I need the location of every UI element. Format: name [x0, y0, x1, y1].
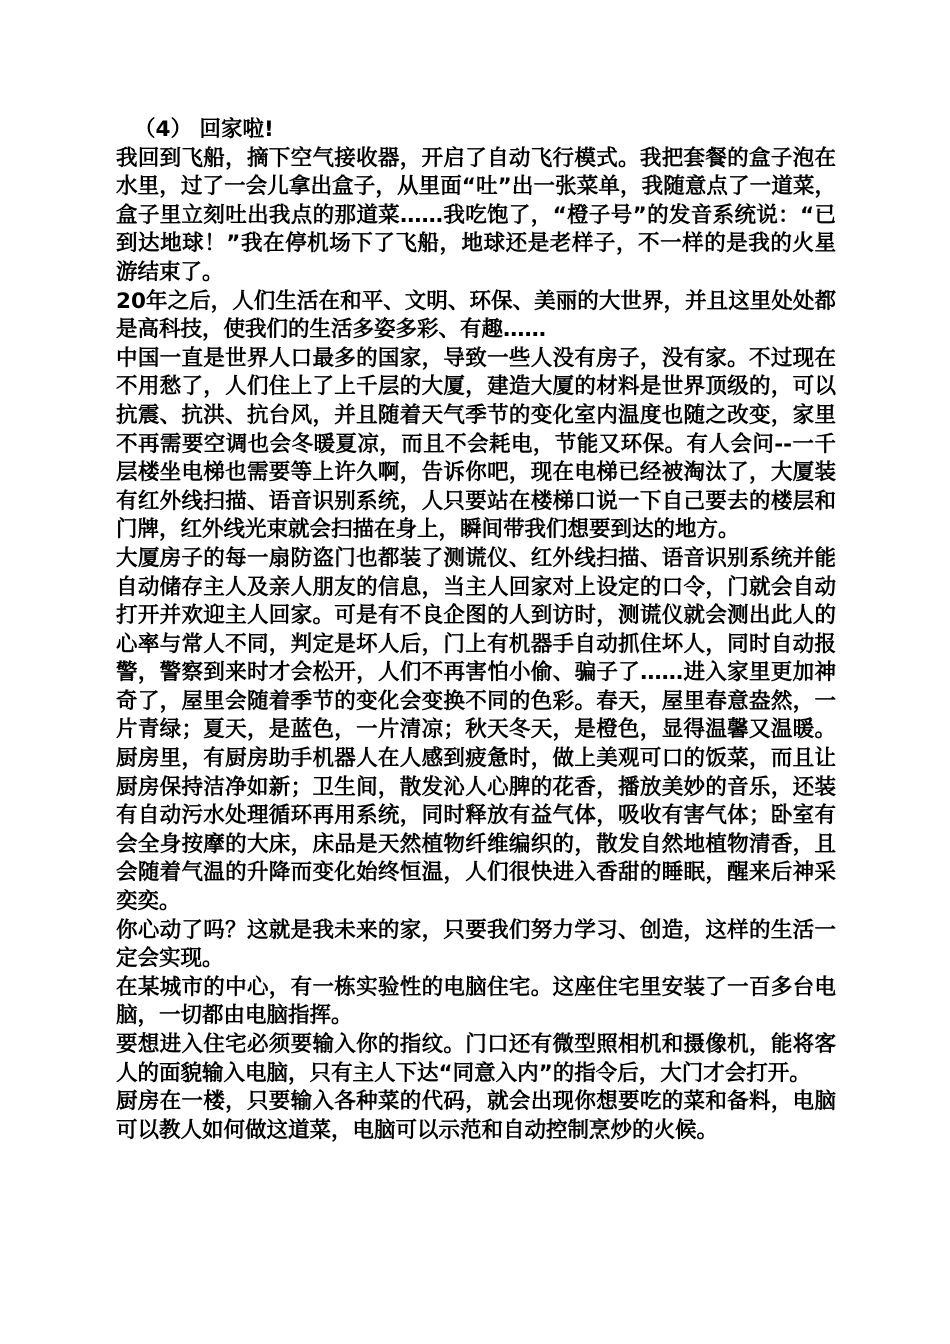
paragraph-future-home: 你心动了吗？这就是我未来的家，只要我们努力学习、创造，这样的生活一定会实现。 — [116, 917, 836, 972]
document-page — [116, 116, 836, 1145]
paragraph-kitchen: 厨房在一楼，只要输入各种菜的代码，就会出现你想要吃的菜和备料，电脑可以教人如何做这道菜，电脑可以示范和自动控制烹炒的火候。 — [116, 1089, 836, 1143]
paragraph-twenty-years-later: 20年之后，人们生活在和平、文明、环保、美丽的大世界，并且这里处处都是高科技，使我们的生活多姿多彩、有趣…… — [116, 288, 836, 343]
paragraph-fingerprint-entry: 要想进入住宅必须要输入你的指纹。门口还有微型照相机和摄像机，能将客人的面貌输入电脑，只有主人下达“同意入内”的指令后，大门才会打开。 — [116, 1032, 836, 1086]
paragraph-skyscraper: 中国一直是世界人口最多的国家，导致一些人没有房子，没有家。不过现在不用愁了，人们住上了上千层的大厦，建造大厦的材料是世界顶级的，可以抗震、抗洪、抗台风，并且随着天气季节的变化室内温度也随之改变，家里不再需要空调也会冬暖夏凉，而且不会耗电，节能又环保。有人会问--一千层楼坐电梯也需要等上许久啊，告诉你吧，现在电梯已经被淘汰了，大厦装有红外线扫描、语音识别系统，人只要站在楼梯口说一下自己要去的楼层和门牌，红外线光束就会扫描在身上，瞬间带我们想要到达的地方。 — [116, 345, 836, 543]
paragraph-computer-house: 在某城市的中心，有一栋实验性的电脑住宅。这座住宅里安装了一百多台电脑，一切都由电脑指挥。 — [116, 974, 836, 1029]
section-heading: （4） 回家啦! — [134, 117, 274, 142]
paragraph-smart-home: 大厦房子的每一扇防盗门也都装了测谎仪、红外线扫描、语音识别系统并能自动储存主人及亲人朋友的信息，当主人回家对上设定的口令，门就会自动打开并欢迎主人回家。可是有不良企图的人到访时，测谎仪就会测出此人的心率与常人不同，判定是坏人后，门上有机器手自动抓住坏人，同时自动报警，警察到来时才会松开，人们不再害怕小偷、骗子了……进入家里更加神奇了，屋里会随着季节的变化会变换不同的色彩。春天，屋里春意盎然，一片青绿；夏天，是蓝色，一片清凉；秋天冬天，是橙色，显得温馨又温暖。厨房里，有厨房助手机器人在人感到疲惫时，做上美观可口的饭菜，而且让厨房保持洁净如新；卫生间，散发沁人心脾的花香，播放美妙的音乐，还装有自动污水处理循环再用系统，同时释放有益气体，吸收有害气体；卧室有会全身按摩的大床，床品是天然植物纤维编织的，散发自然地植物清香，且会随着气温的升降而变化始终恒温，人们很快进入香甜的睡眠，醒来后神采奕奕。 — [116, 545, 836, 915]
paragraph-return-home: 我回到飞船，摘下空气接收器，开启了自动飞行模式。我把套餐的盒子泡在水里，过了一会儿拿出盒子，从里面“吐”出一张菜单，我随意点了一道菜，盒子里立刻吐出我点的那道菜……我吃饱了，“橙子号”的发音系统说：“已到达地球！”我在停机场下了飞船，地球还是老样子，不一样的是我的火星游结束了。 — [116, 145, 836, 285]
